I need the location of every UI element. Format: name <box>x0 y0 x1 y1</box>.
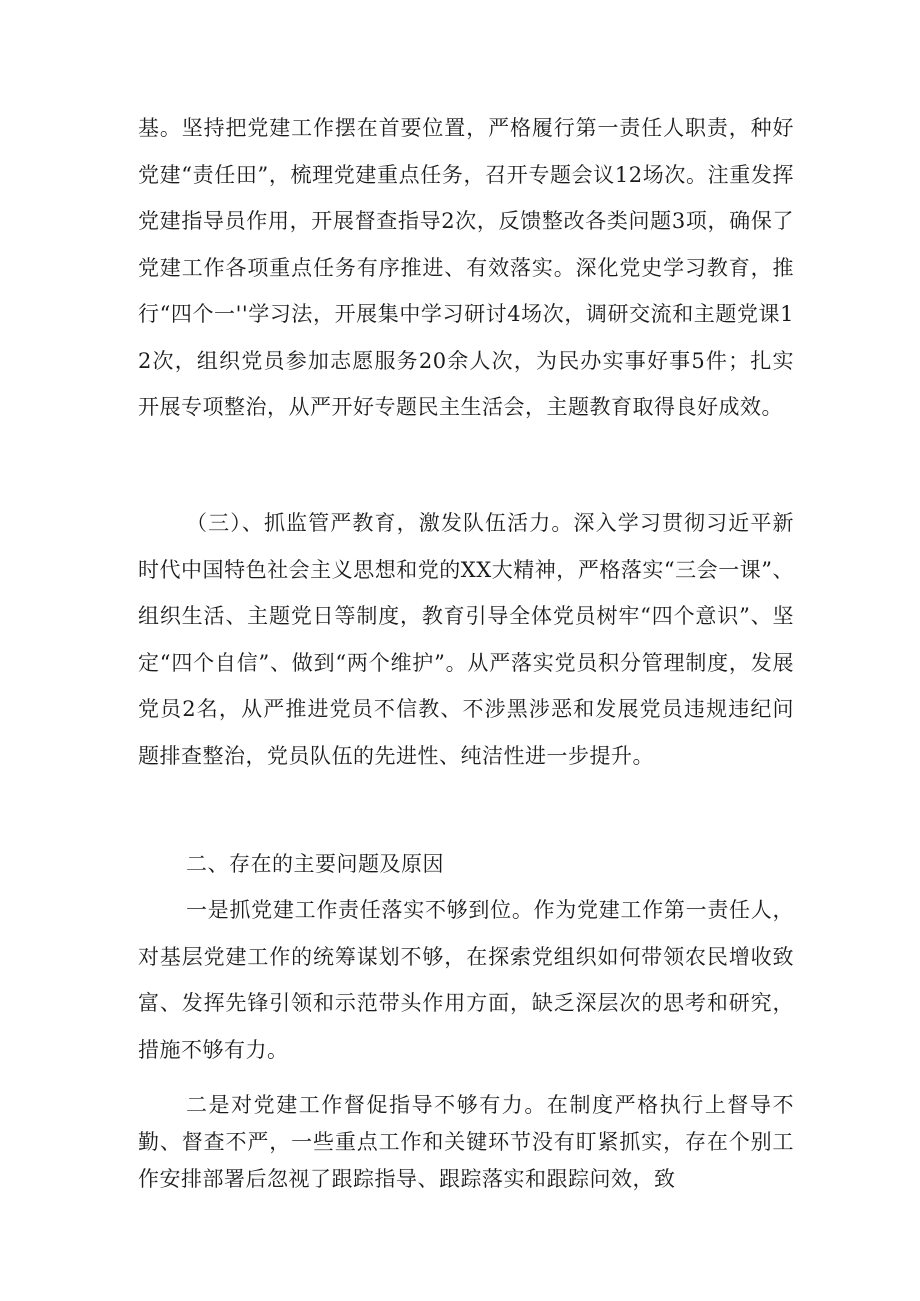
section-heading-main-problems: 二、存在的主要问题及原因 <box>186 852 444 876</box>
paragraph-problem-two: 二是对党建工作督促指导不够有力。在制度严格执行上督导不勤、督查不严，一些重点工作和关键环节没有盯紧抓实，存在个别工作安排部署后忽视了跟踪指导、跟踪落实和跟踪问效，致 <box>138 1093 794 1191</box>
paragraph-problem-one: 一是抓党建工作责任落实不够到位。作为党建工作第一责任人，对基层党建工作的统筹谋划不够，在探索党组织如何带领农民增收致富、发挥先锋引领和示范带头作用方面，缺乏深层次的思考和研究，措施不够有力。 <box>138 898 794 1062</box>
paragraph-section-three-supervision: （三）、抓监管严教育，激发队伍活力。深入学习贯彻习近平新时代中国特色社会主义思想和党的XX大精神，严格落实“三会一课”、组织生活、主题党日等制度，教育引导全体党员树牢“四个意识”、坚定“四个自信”、做到“两个维护”。从严落实党员积分管理制度，发展党员2名，从严推进党员不信教、不涉黑涉恶和发展党员违规违纪问题排查整治，党员队伍的先进性、纯洁性进一步提升。 <box>138 511 794 768</box>
paragraph-party-building-responsibility: 基。坚持把党建工作摆在首要位置，严格履行第一责任人职责，种好党建“责任田”，梳理党建重点任务，召开专题会议12场次。注重发挥党建指导员作用，开展督查指导2次，反馈整改各类问题3项，确保了党建工作各项重点任务有序推进、有效落实。深化党史学习教育，推行“四个一''学习法，开展集中学习研讨4场次，调研交流和主题党课12次，组织党员参加志愿服务20余人次，为民办实事好事5件；扎实开展专项整治，从严开好专题民主生活会，主题教育取得良好成效。 <box>138 116 794 419</box>
